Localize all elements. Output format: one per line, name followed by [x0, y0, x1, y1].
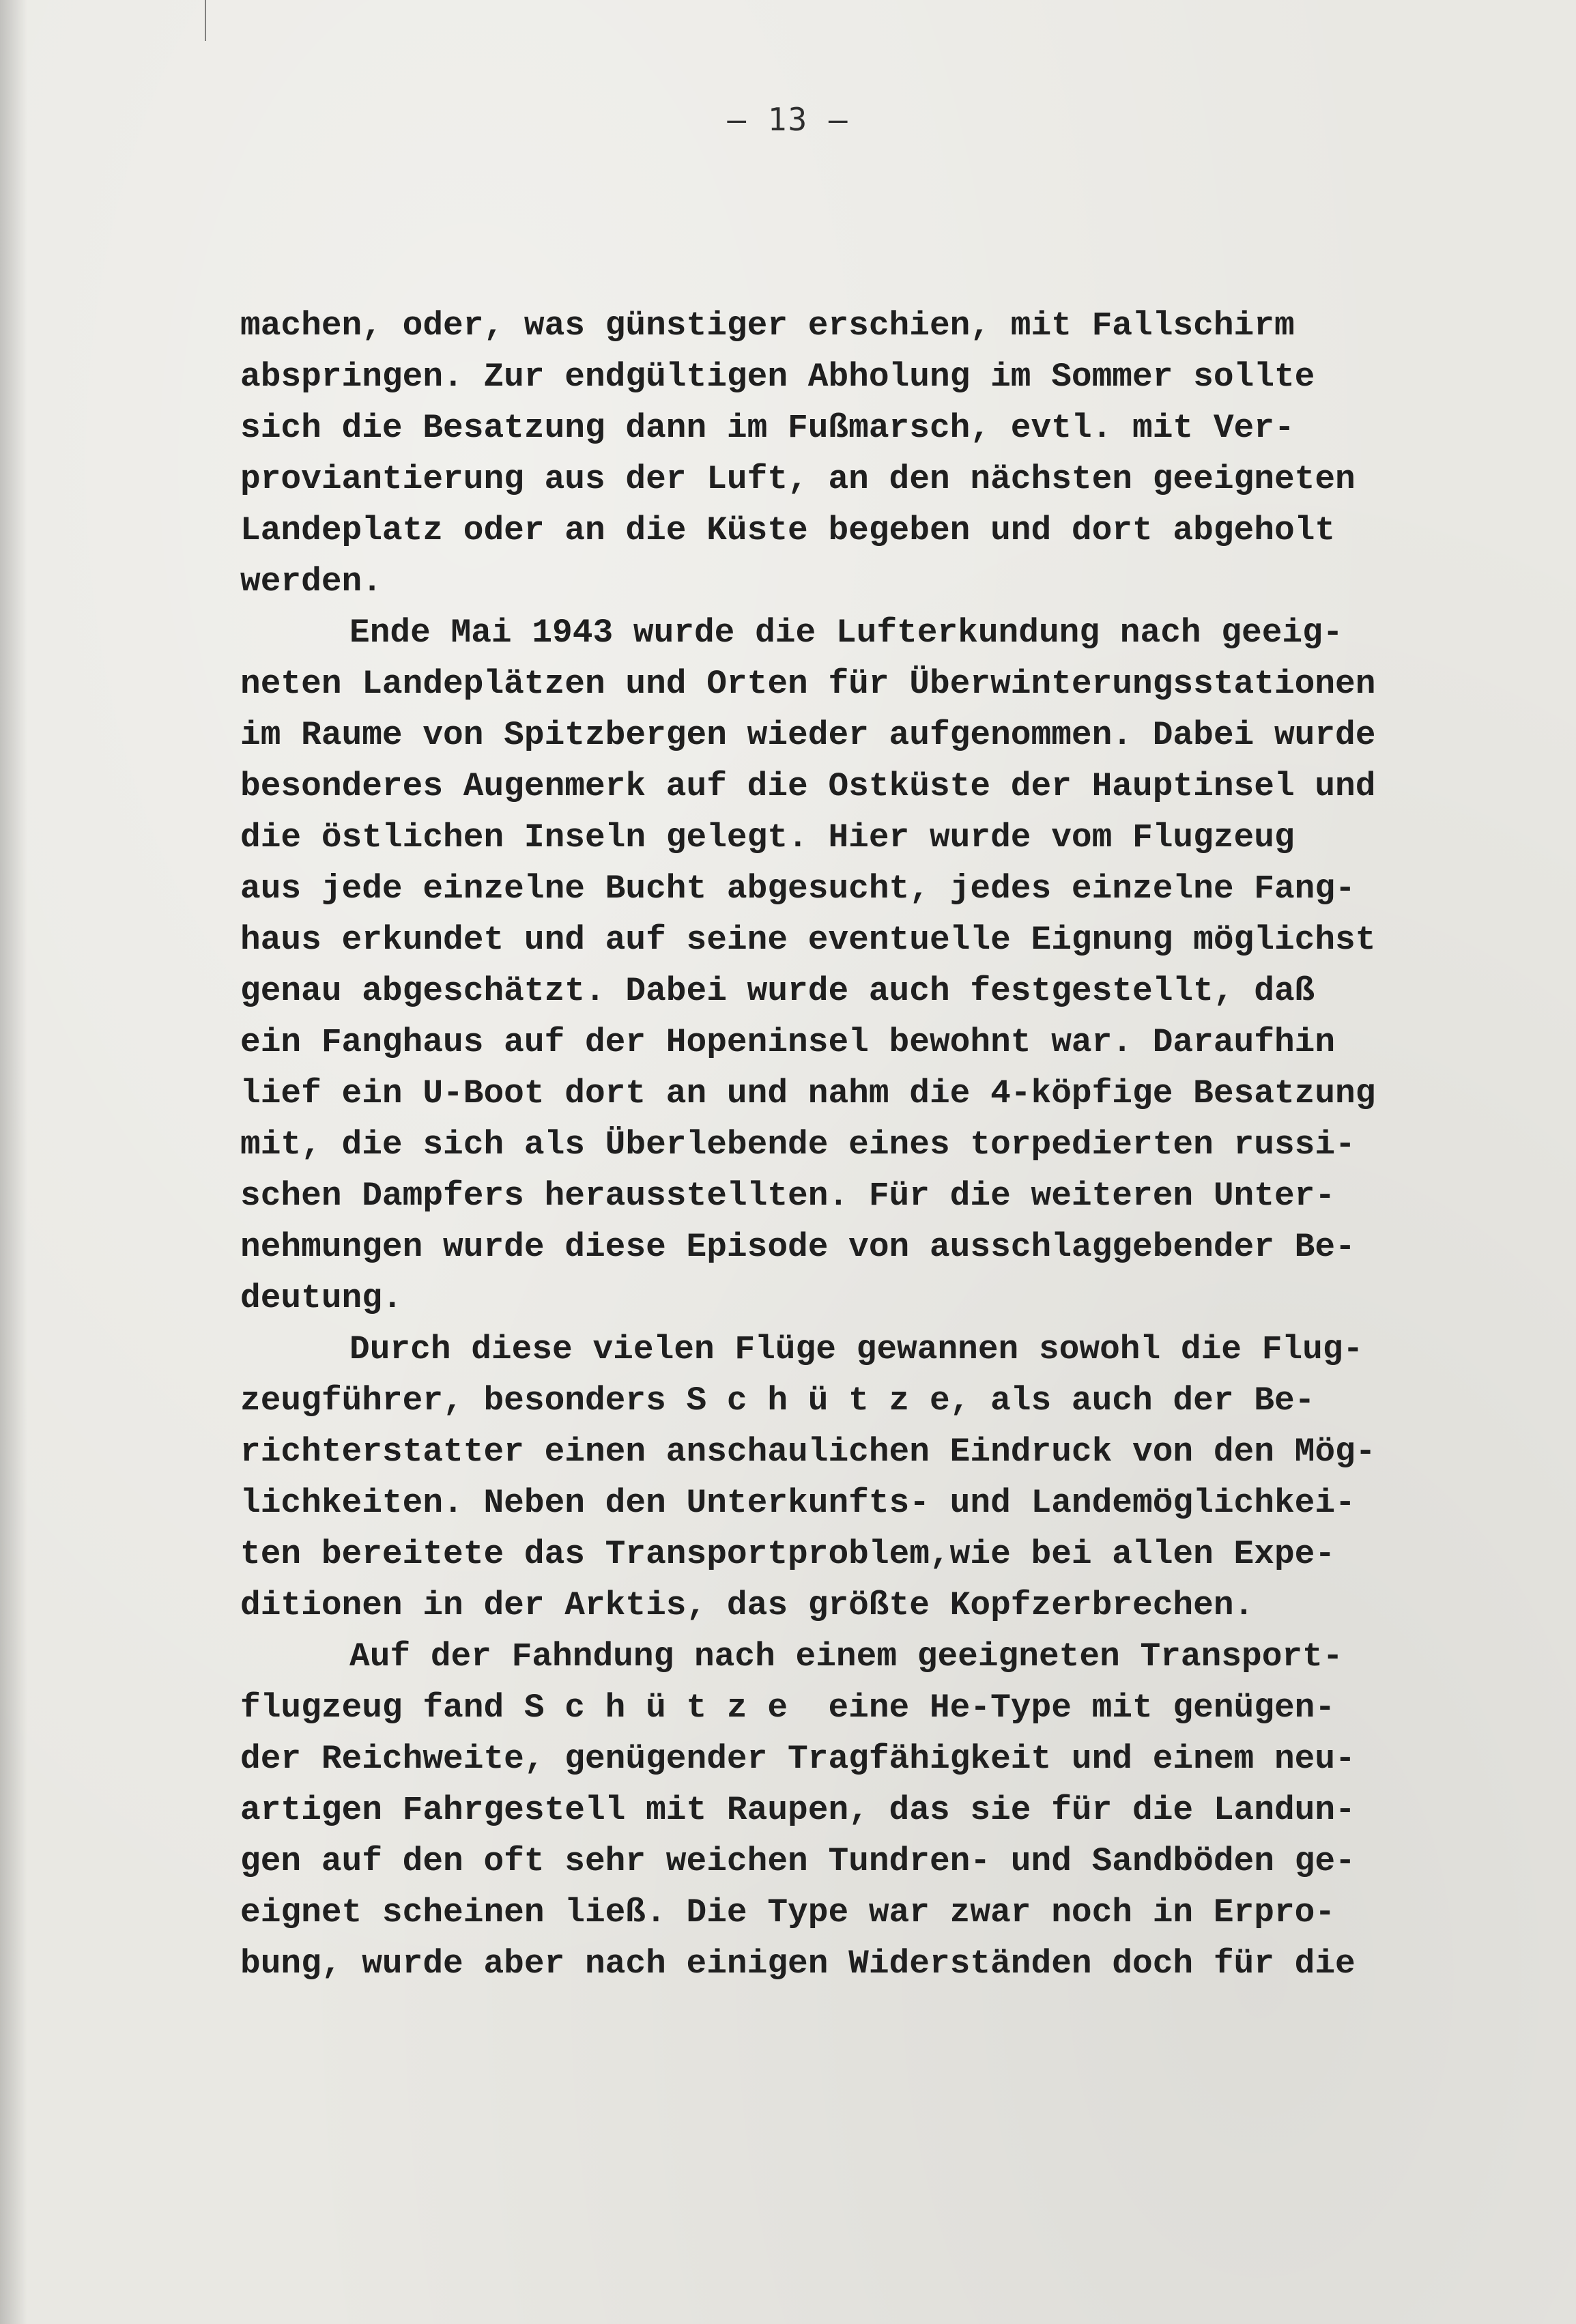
text-line: haus erkundet und auf seine eventuelle Eignung möglichst: [240, 921, 1376, 959]
margin-mark: [205, 0, 206, 41]
text-line: eignet scheinen ließ. Die Type war zwar noch in Erpro-: [240, 1893, 1336, 1932]
text-line: sich die Besatzung dann im Fußmarsch, evtl. mit Ver-: [240, 409, 1295, 447]
text-line: der Reichweite, genügender Tragfähigkeit und einem neu-: [240, 1740, 1356, 1778]
text-line: Ende Mai 1943 wurde die Lufterkundung nach geeig-: [349, 614, 1343, 652]
text-line: neten Landeplätzen und Orten für Überwinterungsstationen: [240, 665, 1376, 703]
text-line: flugzeug fand S c h ü t z e eine He-Type mit genügen-: [240, 1689, 1336, 1727]
text-line: zeugführer, besonders S c h ü t z e, als auch der Be-: [240, 1381, 1315, 1420]
text-line: aus jede einzelne Bucht abgesucht, jedes einzelne Fang-: [240, 870, 1356, 908]
page-number: – 13 –: [727, 101, 849, 138]
typewritten-body: [240, 300, 1469, 1990]
text-line: ten bereitete das Transportproblem,wie bei allen Expe-: [240, 1535, 1336, 1573]
text-line: lichkeiten. Neben den Unterkunfts- und Landemöglichkei-: [240, 1484, 1356, 1522]
text-line: abspringen. Zur endgültigen Abholung im Sommer sollte: [240, 358, 1315, 396]
text-line: Durch diese vielen Flüge gewannen sowohl die Flug-: [349, 1330, 1364, 1368]
text-line: besonderes Augenmerk auf die Ostküste der Hauptinsel und: [240, 767, 1376, 805]
text-line: ditionen in der Arktis, das größte Kopfzerbrechen.: [240, 1586, 1255, 1624]
text-line: genau abgeschätzt. Dabei wurde auch festgestellt, daß: [240, 972, 1315, 1010]
text-line: ein Fanghaus auf der Hopeninsel bewohnt war. Daraufhin: [240, 1023, 1336, 1061]
text-line: artigen Fahrgestell mit Raupen, das sie für die Landun-: [240, 1791, 1356, 1829]
text-line: deutung.: [240, 1279, 403, 1317]
text-line: nehmungen wurde diese Episode von ausschlaggebender Be-: [240, 1228, 1356, 1266]
text-line: werden.: [240, 562, 382, 601]
text-line: schen Dampfers herausstellten. Für die weiteren Unter-: [240, 1177, 1336, 1215]
text-line: bung, wurde aber nach einigen Widerständen doch für die: [240, 1945, 1356, 1983]
text-line: die östlichen Inseln gelegt. Hier wurde vom Flugzeug: [240, 818, 1295, 857]
text-line: richterstatter einen anschaulichen Eindruck von den Mög-: [240, 1433, 1376, 1471]
text-line: lief ein U-Boot dort an und nahm die 4-köpfige Besatzung: [240, 1074, 1376, 1113]
text-line: machen, oder, was günstiger erschien, mit Fallschirm: [240, 306, 1295, 345]
binding-shadow: [0, 0, 27, 2324]
text-line: mit, die sich als Überlebende eines torpedierten russi-: [240, 1125, 1356, 1164]
text-line: Landeplatz oder an die Küste begeben und dort abgeholt: [240, 511, 1336, 549]
text-line: proviantierung aus der Luft, an den nächsten geeigneten: [240, 460, 1356, 498]
text-line: Auf der Fahndung nach einem geeigneten Transport-: [349, 1637, 1343, 1676]
text-line: im Raume von Spitzbergen wieder aufgenommen. Dabei wurde: [240, 716, 1376, 754]
text-line: gen auf den oft sehr weichen Tundren- und Sandböden ge-: [240, 1842, 1356, 1880]
